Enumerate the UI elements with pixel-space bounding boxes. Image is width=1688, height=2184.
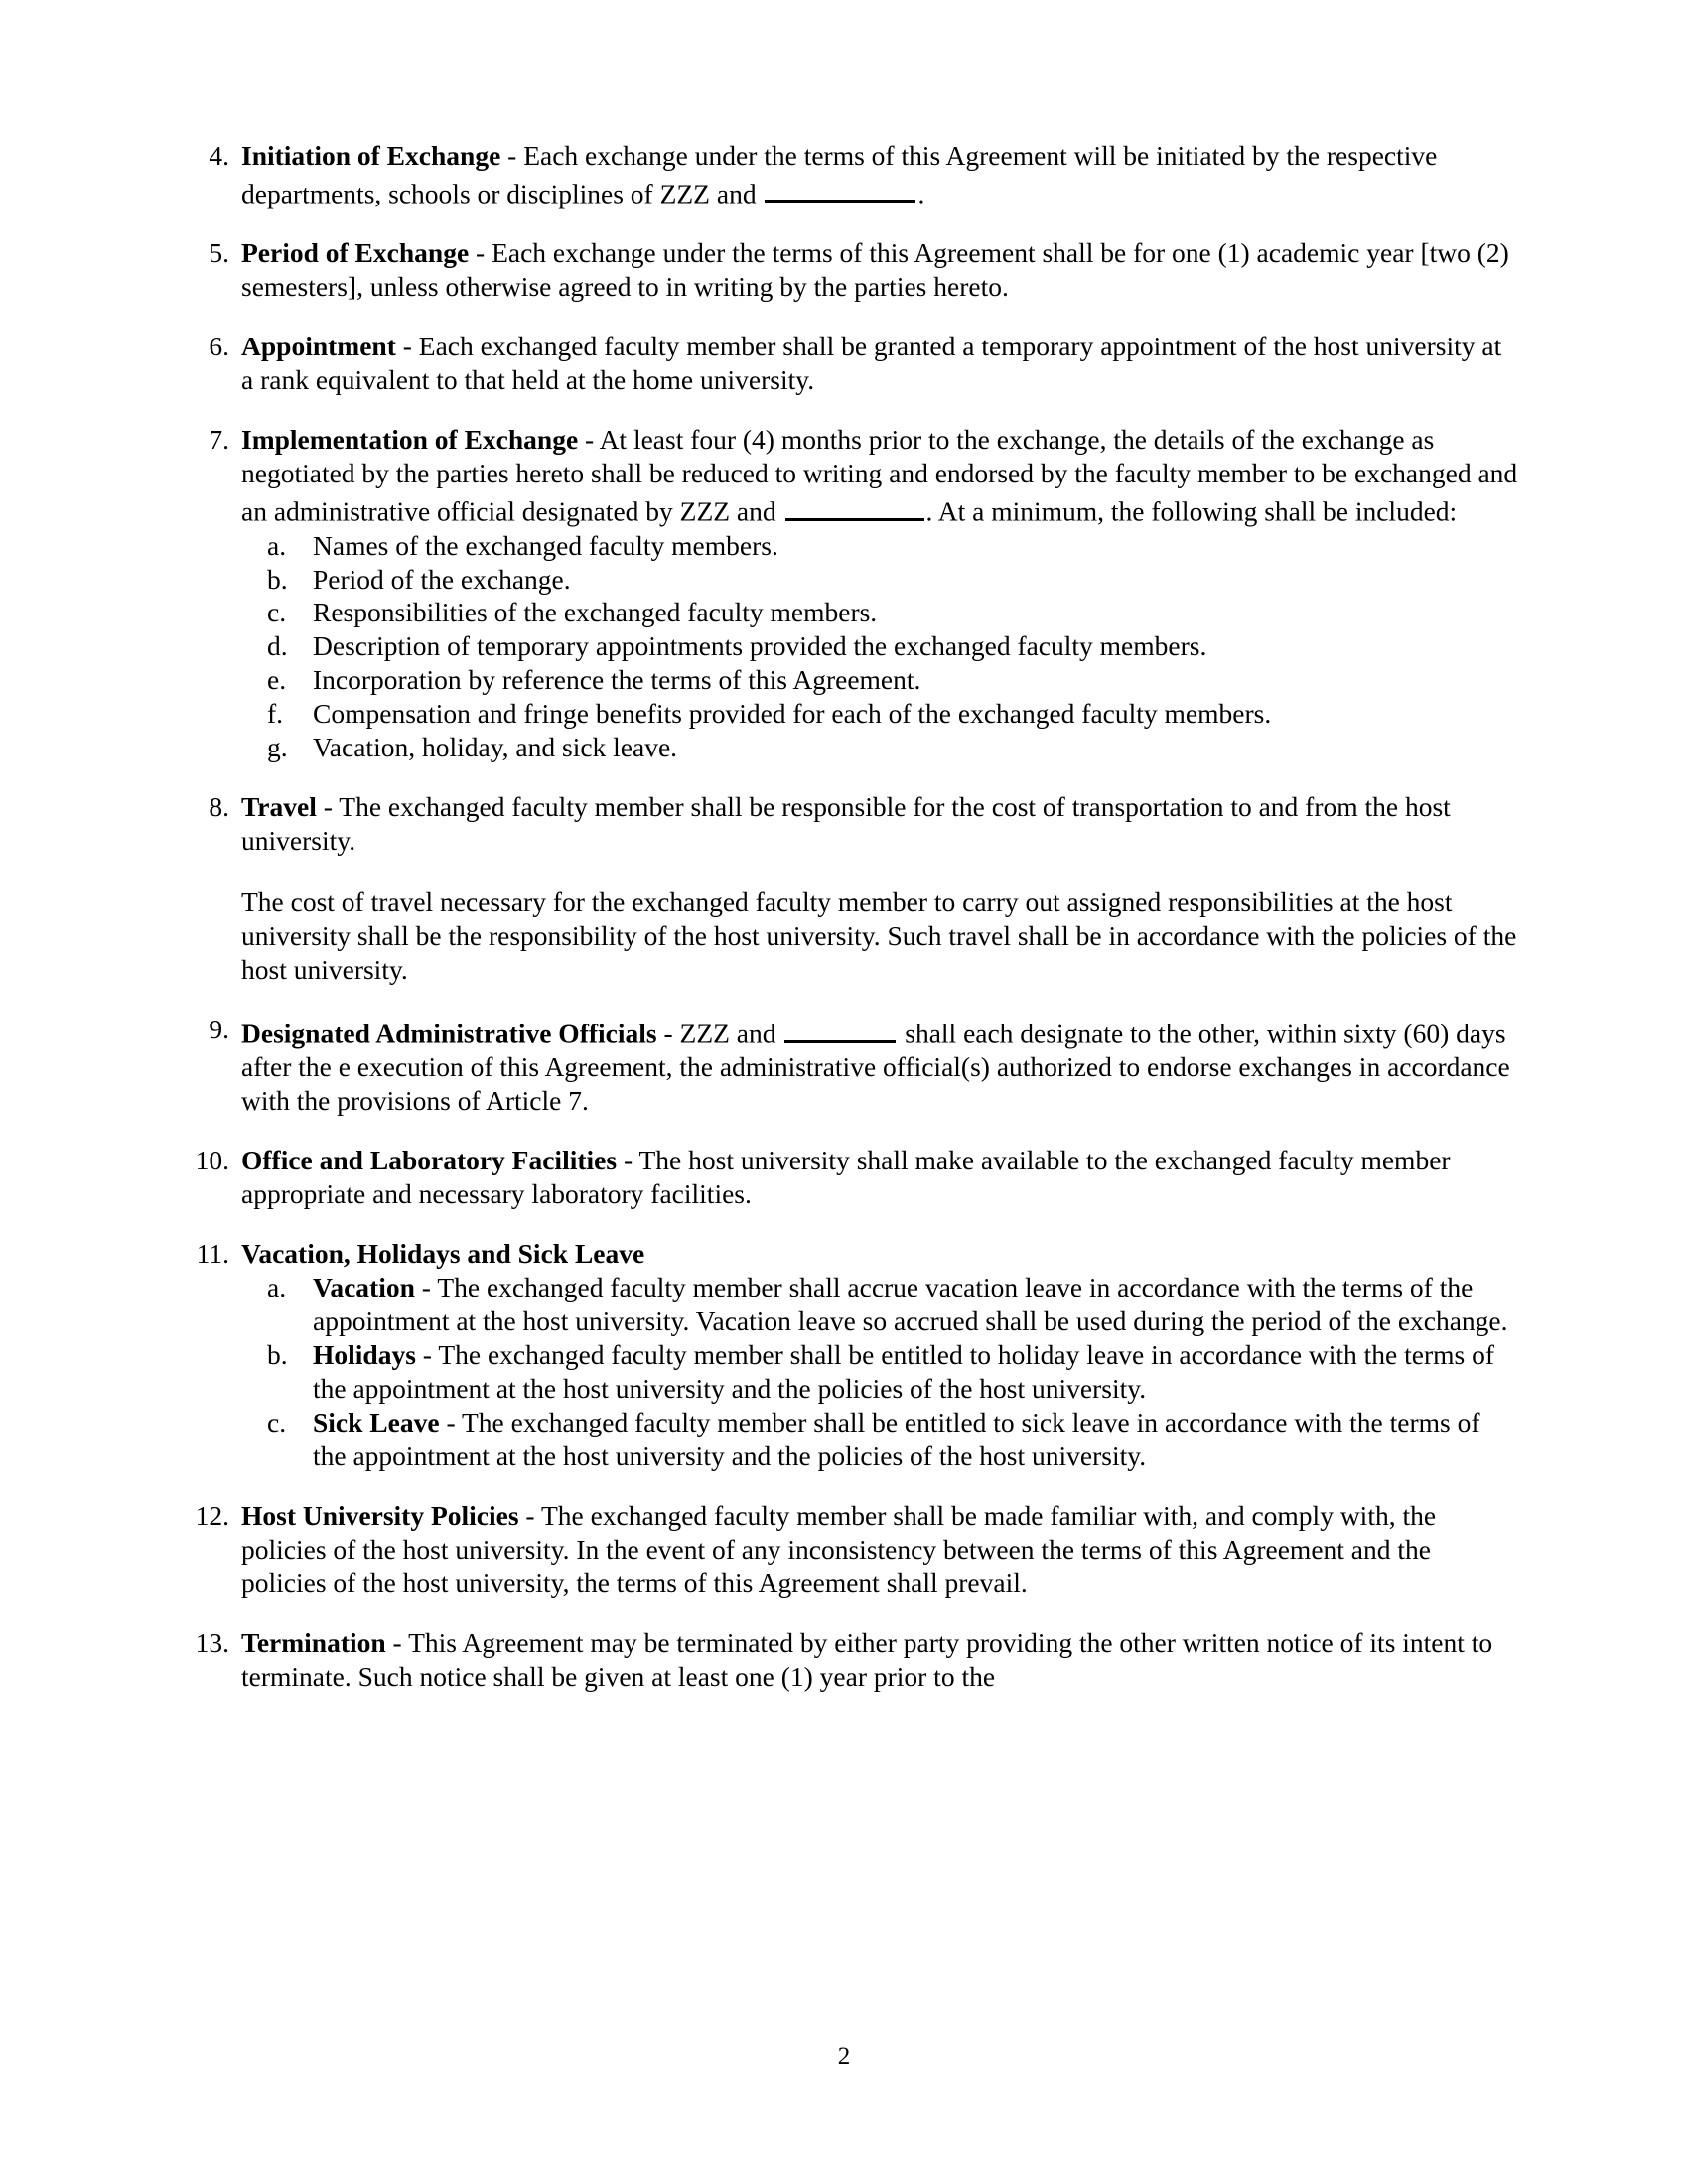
sublist-text: Vacation, holiday, and sick leave. bbox=[313, 732, 678, 763]
clause-8-heading: Travel bbox=[241, 791, 317, 823]
page-number: 2 bbox=[837, 2043, 851, 2070]
list-item bbox=[241, 1271, 1519, 1338]
clause-12-heading: Host University Policies bbox=[241, 1499, 519, 1531]
clause-9 bbox=[184, 1013, 1519, 1118]
clause-7-sublist bbox=[241, 529, 1519, 765]
clause-4 bbox=[184, 139, 1519, 210]
clause-10-text: The host university shall make available to the exchanged faculty member appropriate and necessary laboratory facilities. bbox=[241, 1145, 1451, 1210]
clause-8-text: The exchanged faculty member shall be responsible for the cost of transportation to and from the host university. bbox=[241, 791, 1451, 857]
list-item bbox=[241, 1406, 1519, 1473]
list-item bbox=[241, 663, 1519, 697]
clause-11-body bbox=[241, 1237, 1519, 1271]
clause-7-number: 7. bbox=[209, 424, 229, 456]
clause-7-dash: - bbox=[578, 424, 600, 456]
clause-8-dash: - bbox=[316, 791, 340, 823]
clause-6 bbox=[184, 330, 1519, 397]
clause-9-text-after-blank: shall each designate to the other, within sixty (60) days after the e execution of this Agreement, the administrative official(s) authorized to endorse exchanges in accordance with the provisions of Article 7. bbox=[241, 1018, 1510, 1117]
sublist-text: The exchanged faculty member shall be entitled to sick leave in accordance with the terms of the appointment at the host university and the policies of the host university. bbox=[313, 1407, 1480, 1471]
sublist-text: Responsibilities of the exchanged faculty members. bbox=[313, 597, 878, 628]
clause-13-heading: Termination bbox=[241, 1626, 386, 1658]
clause-6-text: Each exchanged faculty member shall be granted a temporary appointment of the host university at a rank equivalent to that held at the home university. bbox=[241, 331, 1502, 396]
clause-12-number: 12. bbox=[195, 1499, 229, 1531]
clause-9-dash: - bbox=[656, 1018, 680, 1049]
sublist-heading: Sick Leave bbox=[313, 1407, 440, 1438]
sublist-text: The exchanged faculty member shall accrue vacation leave in accordance with the terms of the appointment at the host university. Vacation leave so accrued shall be used during the period of the exchange. bbox=[313, 1272, 1508, 1337]
clause-4-heading: Initiation of Exchange bbox=[241, 140, 501, 171]
clause-5-heading: Period of Exchange bbox=[241, 237, 470, 269]
clause-6-dash: - bbox=[395, 331, 419, 362]
clause-12-body bbox=[241, 1499, 1519, 1600]
clause-13-dash: - bbox=[385, 1626, 409, 1658]
clause-8-body bbox=[241, 790, 1519, 858]
sublist-letter: b. bbox=[267, 1339, 288, 1371]
clause-10-dash: - bbox=[617, 1145, 639, 1176]
clause-10-number: 10. bbox=[195, 1145, 229, 1176]
list-item bbox=[241, 697, 1519, 731]
clause-11-number: 11. bbox=[196, 1238, 229, 1270]
clause-8 bbox=[184, 790, 1519, 987]
clause-7 bbox=[184, 423, 1519, 764]
clause-5 bbox=[184, 236, 1519, 304]
clause-8-number: 8. bbox=[209, 791, 229, 823]
sublist-text: Compensation and fringe benefits provided for each of the exchanged faculty members. bbox=[313, 698, 1272, 730]
clause-12-dash: - bbox=[518, 1499, 541, 1531]
list-item bbox=[241, 1338, 1519, 1406]
sublist-letter: d. bbox=[267, 630, 288, 662]
clause-5-number: 5. bbox=[209, 237, 229, 269]
clause-7-text-before-blank: At least four (4) months prior to the exchange, the details of the exchange as negotiated by the parties hereto shall be reduced to writing and endorsed by the faculty member to be exchanged and an administrative official designated by ZZZ and bbox=[241, 424, 1518, 527]
clause-4-text-before-blank: Each exchange under the terms of this Agreement will be initiated by the respective departments, schools or disciplines of ZZZ and bbox=[241, 140, 1438, 209]
clause-6-heading: Appointment bbox=[241, 331, 396, 362]
clause-7-text-after-blank: . At a minimum, the following shall be included: bbox=[925, 495, 1458, 527]
sublist-dash: - bbox=[415, 1339, 439, 1371]
list-item bbox=[241, 529, 1519, 563]
sublist-letter: f. bbox=[267, 698, 284, 730]
sublist-dash: - bbox=[439, 1407, 462, 1438]
fill-in-blank[interactable] bbox=[765, 173, 915, 204]
sublist-heading: Vacation bbox=[313, 1272, 415, 1303]
sublist-letter: g. bbox=[267, 732, 288, 763]
list-item bbox=[241, 596, 1519, 629]
clause-11-sublist bbox=[241, 1271, 1519, 1473]
clause-4-body bbox=[241, 139, 1519, 210]
clause-7-heading: Implementation of Exchange bbox=[241, 424, 579, 456]
clause-11 bbox=[184, 1237, 1519, 1473]
clause-9-text-before-blank: ZZZ and bbox=[679, 1018, 783, 1049]
clause-9-body bbox=[241, 1013, 1519, 1118]
clause-6-number: 6. bbox=[209, 331, 229, 362]
clause-13 bbox=[184, 1626, 1519, 1694]
list-item bbox=[241, 629, 1519, 663]
clause-11-heading: Vacation, Holidays and Sick Leave bbox=[241, 1238, 645, 1270]
clause-10-heading: Office and Laboratory Facilities bbox=[241, 1145, 618, 1176]
clause-13-number: 13. bbox=[195, 1626, 229, 1658]
clause-5-dash: - bbox=[469, 237, 492, 269]
clause-10 bbox=[184, 1144, 1519, 1211]
clause-6-body bbox=[241, 330, 1519, 397]
fill-in-blank[interactable] bbox=[784, 1013, 896, 1043]
sublist-text: Period of the exchange. bbox=[313, 563, 571, 595]
clause-9-heading: Designated Administrative Officials bbox=[241, 1018, 657, 1049]
clause-12-text: The exchanged faculty member shall be made familiar with, and comply with, the policies of the host university. In the event of any inconsistency between the terms of this Agreement and the policies of the host university, the terms of this Agreement shall prevail. bbox=[241, 1499, 1437, 1598]
clause-5-body bbox=[241, 236, 1519, 304]
clause-5-text: Each exchange under the terms of this Agreement shall be for one (1) academic year [two (2) semesters], unless otherwise agreed to in writing by the parties hereto. bbox=[241, 237, 1509, 303]
sublist-text: Incorporation by reference the terms of this Agreement. bbox=[313, 664, 921, 696]
clause-4-number: 4. bbox=[209, 140, 229, 171]
clause-13-body bbox=[241, 1626, 1519, 1694]
sublist-letter: a. bbox=[267, 529, 287, 561]
sublist-text: Description of temporary appointments provided the exchanged faculty members. bbox=[313, 630, 1207, 662]
sublist-letter: b. bbox=[267, 563, 288, 595]
sublist-letter: e. bbox=[267, 664, 287, 696]
document-body bbox=[184, 139, 1519, 1719]
sublist-text: Names of the exchanged faculty members. bbox=[313, 529, 778, 561]
sublist-letter: a. bbox=[267, 1272, 287, 1303]
fill-in-blank[interactable] bbox=[785, 490, 924, 521]
clause-12 bbox=[184, 1499, 1519, 1600]
clause-4-text-after-blank: . bbox=[917, 178, 925, 209]
sublist-letter: c. bbox=[267, 1407, 287, 1438]
sublist-text: The exchanged faculty member shall be entitled to holiday leave in accordance with the terms of the appointment at the host university and the policies of the host university. bbox=[313, 1339, 1495, 1405]
clause-13-text: This Agreement may be terminated by either party providing the other written notice of its intent to terminate. Such notice shall be given at least one (1) year prior to the bbox=[241, 1626, 1493, 1692]
clause-7-body bbox=[241, 423, 1519, 528]
clause-10-body bbox=[241, 1144, 1519, 1211]
sublist-heading: Holidays bbox=[313, 1339, 416, 1371]
sublist-dash: - bbox=[414, 1272, 438, 1303]
clause-8-second-paragraph: The cost of travel necessary for the exchanged faculty member to carry out assigned responsibilities at the host university shall be the responsibility of the host university. Such travel shall be in accordance with the policies of the host university. bbox=[241, 887, 1517, 986]
list-item bbox=[241, 563, 1519, 597]
list-item bbox=[241, 731, 1519, 764]
clause-4-dash: - bbox=[500, 140, 524, 171]
sublist-letter: c. bbox=[267, 597, 287, 628]
clause-9-number: 9. bbox=[209, 1014, 229, 1045]
